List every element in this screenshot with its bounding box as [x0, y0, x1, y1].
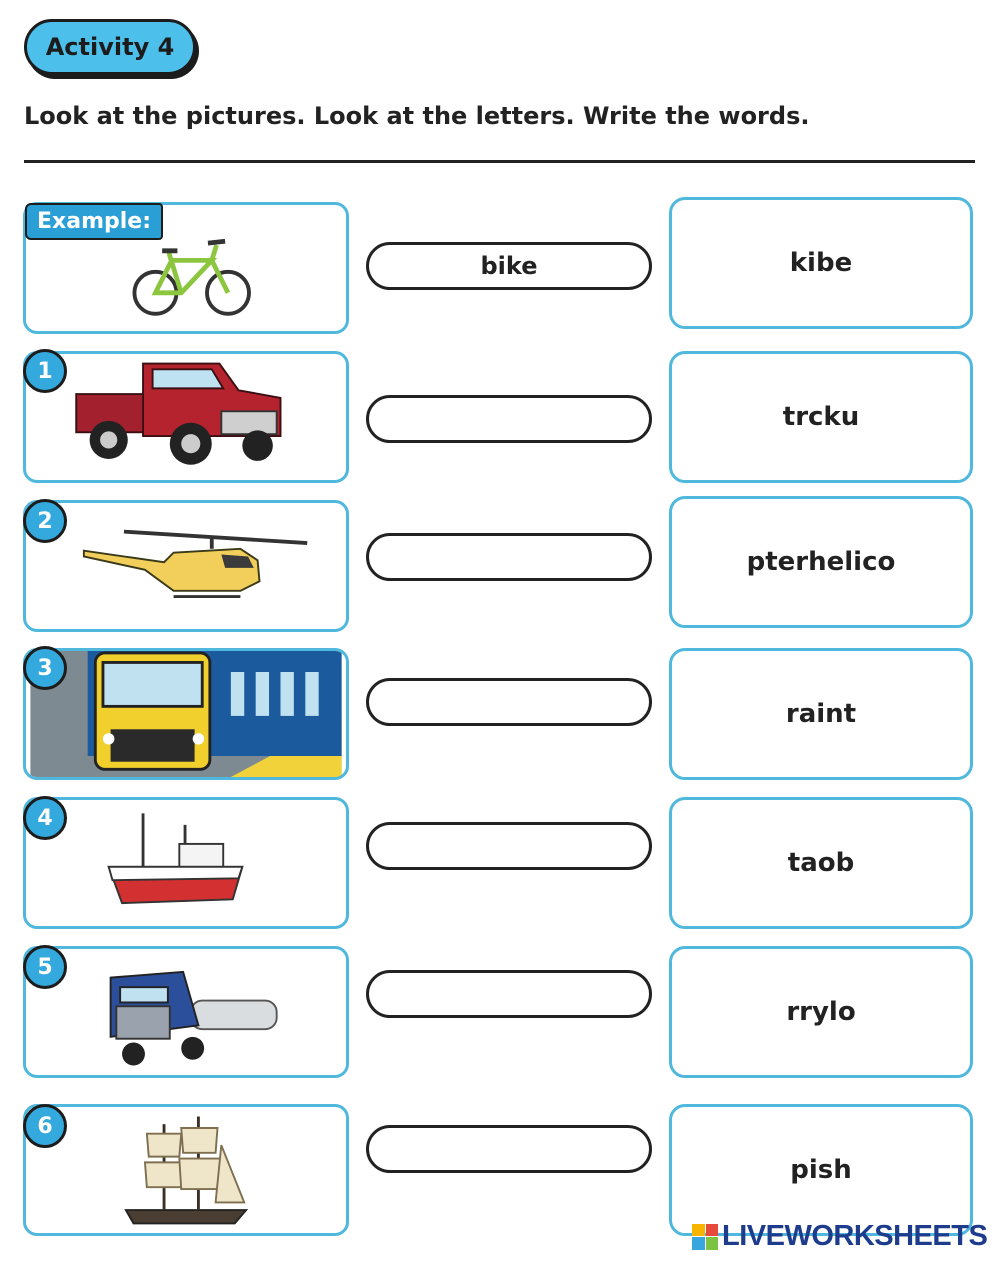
- boat-picture: [26, 800, 346, 926]
- picture-box-2: [23, 500, 349, 632]
- answer-field-4[interactable]: [366, 822, 652, 870]
- item-number-3: 3: [23, 646, 67, 690]
- scrambled-word: pterhelico: [746, 547, 896, 577]
- scrambled-box-6: [669, 1104, 973, 1236]
- liveworksheets-logo-icon: [692, 1224, 718, 1250]
- item-number-4: 4: [23, 796, 67, 840]
- ship-picture: [26, 1107, 346, 1233]
- answer-field-6[interactable]: [366, 1125, 652, 1173]
- scrambled-word: rrylo: [786, 997, 856, 1027]
- answer-field-1[interactable]: [366, 395, 652, 443]
- scrambled-word: kibe: [789, 248, 853, 278]
- helicopter-picture: [26, 503, 346, 629]
- answer-field-5[interactable]: [366, 970, 652, 1018]
- picture-box-3: [23, 648, 349, 780]
- answer-field-2[interactable]: [366, 533, 652, 581]
- scrambled-box-3: [669, 648, 973, 780]
- scrambled-box-example: [669, 197, 973, 329]
- truck-picture: [26, 354, 346, 480]
- scrambled-word: taob: [787, 848, 855, 878]
- picture-box-6: [23, 1104, 349, 1236]
- divider-line: [24, 160, 975, 163]
- answer-field-example: bike: [366, 242, 652, 290]
- example-label: Example:: [25, 203, 163, 240]
- item-number-2: 2: [23, 499, 67, 543]
- answer-field-3[interactable]: [366, 678, 652, 726]
- item-number-1: 1: [23, 349, 67, 393]
- scrambled-box-2: [669, 496, 973, 628]
- instruction-text: Look at the pictures. Look at the letters. Write the words.: [24, 102, 810, 130]
- item-number-6: 6: [23, 1104, 67, 1148]
- train-picture: [26, 651, 346, 777]
- activity-badge: Activity 4: [24, 19, 196, 75]
- scrambled-word: trcku: [782, 402, 860, 432]
- scrambled-box-5: [669, 946, 973, 1078]
- scrambled-box-4: [669, 797, 973, 929]
- scrambled-word: pish: [790, 1155, 852, 1185]
- item-number-5: 5: [23, 945, 67, 989]
- picture-box-4: [23, 797, 349, 929]
- picture-box-1: [23, 351, 349, 483]
- lorry-picture: [26, 949, 346, 1075]
- liveworksheets-watermark: [692, 1220, 987, 1253]
- brand-text: LIVEWORKSHEETS: [722, 1220, 988, 1252]
- scrambled-box-1: [669, 351, 973, 483]
- picture-box-5: [23, 946, 349, 1078]
- scrambled-word: raint: [785, 699, 857, 729]
